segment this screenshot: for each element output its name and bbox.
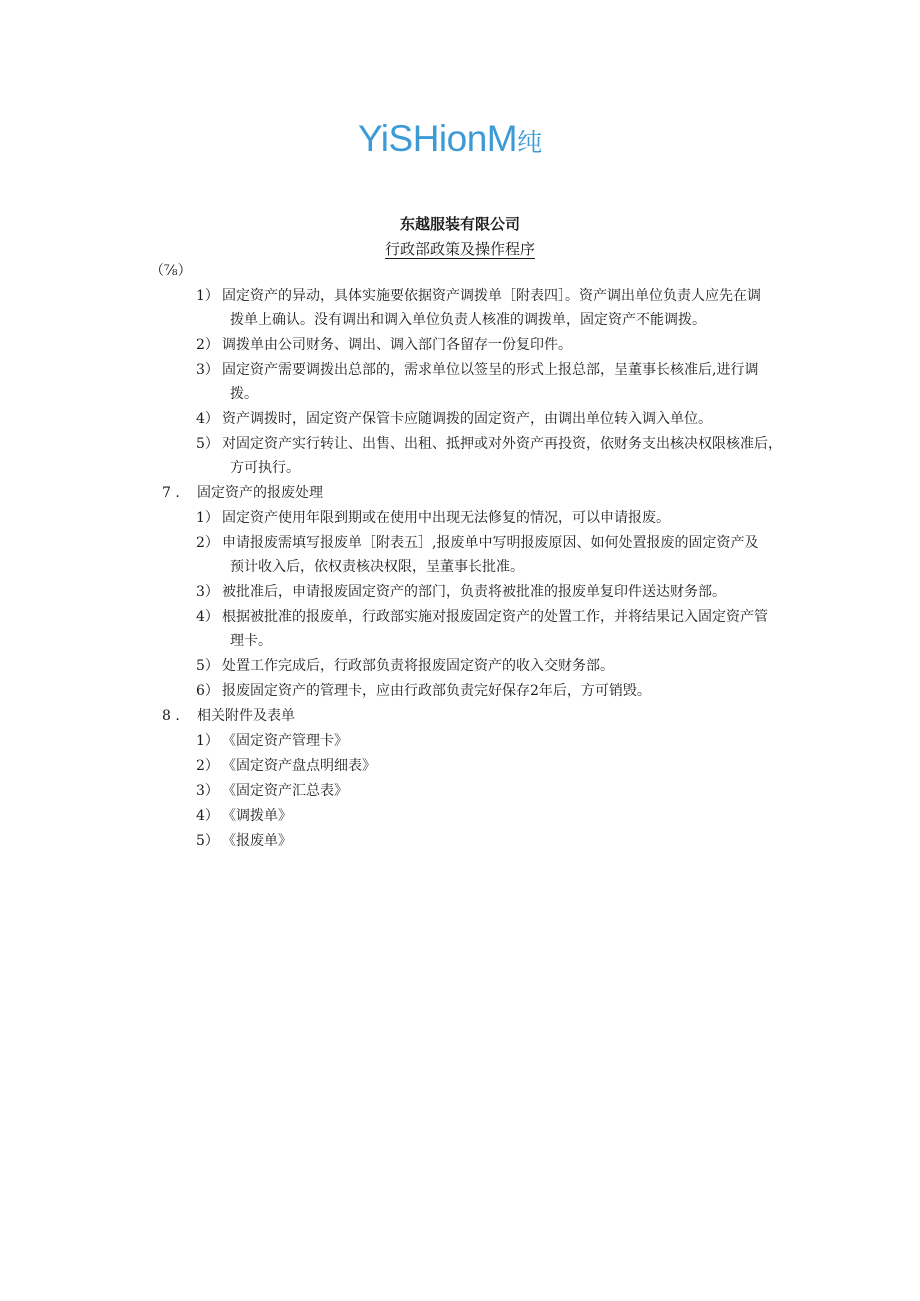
attachment-item: 5） 《报废单》	[196, 833, 292, 849]
list-item: 2） 调拨单由公司财务、调出、调入部门各留存一份复印件。	[196, 337, 572, 353]
list-item-continuation: 拨。	[230, 386, 258, 402]
list-item: 3） 被批准后，申请报废固定资产的部门，负责将被批准的报废单复印件送达财务部。	[196, 584, 726, 600]
list-item: 2） 申请报废需填写报废单［附表五］,报废单中写明报废原因、如何处置报废的固定资产及	[196, 535, 759, 551]
list-item-continuation: 理卡。	[230, 633, 272, 649]
list-item: 1） 固定资产使用年限到期或在使用中出现无法修复的情况，可以申请报废。	[196, 510, 670, 526]
list-item-continuation: 方可执行。	[230, 460, 300, 476]
list-item-continuation: 拨单上确认。没有调出和调入单位负责人核准的调拨单，固定资产不能调拨。	[230, 312, 706, 328]
continuation-marker: （⅞）	[150, 263, 192, 279]
list-item: 5） 对固定资产实行转让、出售、出租、抵押或对外资产再投资，依财务支出核决权限核准后，	[196, 436, 782, 452]
list-item: 4） 根据被批准的报废单，行政部实施对报废固定资产的处置工作，并将结果记入固定资产管	[196, 609, 768, 625]
list-item: 5） 处置工作完成后，行政部负责将报废固定资产的收入交财务部。	[196, 658, 614, 674]
logo-tail-text: 纯	[517, 129, 542, 157]
company-logo	[358, 118, 542, 160]
attachment-item: 2） 《固定资产盘点明细表》	[196, 758, 376, 774]
logo-main-text: YiSHionM	[358, 118, 518, 159]
section-heading: 7 . 固定资产的报废处理	[162, 485, 323, 501]
document-title: 行政部政策及操作程序	[384, 240, 535, 258]
list-item: 1） 固定资产的异动，具体实施要依据资产调拨单［附表四］。资产调出单位负责人应先在调	[196, 288, 761, 304]
attachment-item: 4） 《调拨单》	[196, 808, 292, 824]
section-heading: 8 . 相关附件及表单	[162, 708, 295, 724]
list-item: 6） 报废固定资产的管理卡，应由行政部负责完好保存2年后，方可销毁。	[196, 683, 651, 699]
list-item: 3） 固定资产需要调拨出总部的，需求单位以签呈的形式上报总部，呈董事长核准后,进行调	[196, 362, 759, 378]
attachment-item: 3） 《固定资产汇总表》	[196, 783, 348, 799]
attachment-item: 1） 《固定资产管理卡》	[196, 733, 348, 749]
list-item-continuation: 预计收入后，依权责核决权限，呈董事长批准。	[230, 559, 524, 575]
list-item: 4） 资产调拨时，固定资产保管卡应随调拨的固定资产，由调出单位转入调入单位。	[196, 411, 712, 427]
company-name: 东越服装有限公司	[399, 215, 520, 233]
